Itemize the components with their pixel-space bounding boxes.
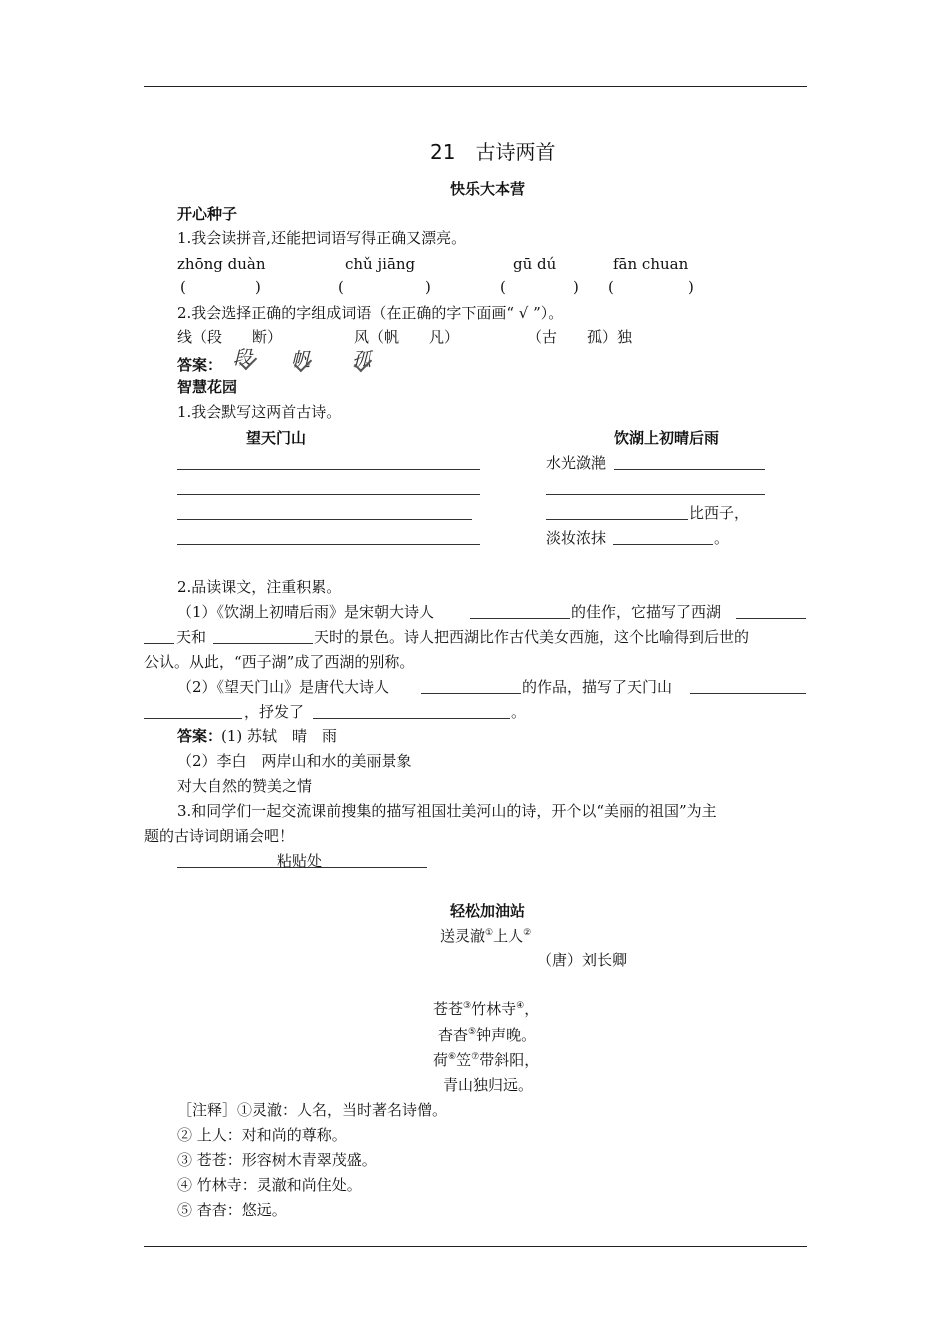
blank-west-lake-1[interactable] (736, 618, 806, 619)
poem-line-1-c: ， (524, 1000, 540, 1018)
subheading-happy-seeds: 开心种子 (177, 205, 238, 223)
note-marker-1: ① (485, 928, 494, 938)
blank-feeling[interactable] (313, 718, 510, 719)
question-read-2-part-a: （2）《望天门山》是唐代大诗人 (177, 678, 390, 696)
choice-2: 风（帆 凡） (354, 328, 460, 346)
handwritten-answer-2: 帆 (291, 349, 312, 371)
blank-weather-2[interactable] (213, 643, 313, 644)
poem-a-title: 望天门山 (246, 429, 307, 447)
section-heading-happy-camp: 快乐大本营 (450, 180, 526, 198)
poem-line-1-b: 竹林寺 (471, 1000, 517, 1018)
note-5: ⑤ 杳杳：悠远。 (177, 1201, 287, 1219)
poem-b-line-3-text: 比西子， (689, 504, 750, 522)
note-3: ③ 苍苍：形容树木青翠茂盛。 (177, 1151, 377, 1169)
poem-line-1 (433, 999, 539, 1019)
note-marker-2: ② (523, 928, 532, 938)
pinyin-4: fān chuan (613, 255, 689, 273)
question-read-2-part-b: 的作品，描写了天门山 (522, 678, 673, 696)
choice-3: （古 孤）独 (527, 328, 633, 346)
answer-2-line-3: 对大自然的赞美之情 (177, 777, 313, 795)
answer-label-1: 答案： (177, 356, 223, 374)
bottom-rule (144, 1246, 807, 1247)
poem-a-blank-3[interactable] (177, 519, 472, 520)
handwritten-answer-1: 段 (233, 347, 254, 369)
answer-paren-close-3: ) (573, 278, 579, 296)
choice-1: 线（段 断） (177, 328, 283, 346)
answer-label-2: 答案： (177, 727, 223, 745)
poem-author: （唐）刘长卿 (537, 951, 628, 969)
answer-paren-open-4: ( (608, 278, 614, 296)
poem-b-blank-2[interactable] (546, 494, 765, 495)
blank-west-lake-1-cont[interactable] (144, 643, 174, 644)
blank-tianmen-1[interactable] (690, 693, 806, 694)
question-read-1-part-a: （1）《饮湖上初晴后雨》是宋朝大诗人 (177, 603, 435, 621)
blank-poet-li[interactable] (421, 693, 521, 694)
question-2-choose: 2.我会选择正确的字组成词语（在正确的字下面画“ √ ”）。 (177, 304, 564, 322)
note-marker-6: ⑥ (448, 1052, 457, 1062)
poem-title-text-2: 上人 (493, 927, 524, 945)
answer-paren-close-4: ) (688, 278, 694, 296)
poem-b-line-4-end: 。 (714, 529, 730, 547)
question-read-1-part-c: 天和 (176, 628, 207, 646)
poem-line-3-c: 带斜阳， (479, 1051, 540, 1069)
question-3-line-2: 题的古诗词朗诵会吧！ (144, 827, 295, 845)
poem-b-blank-3[interactable] (546, 519, 688, 520)
question-read: 2.品读课文，注重积累。 (177, 578, 342, 596)
note-2: ② 上人：对和尚的尊称。 (177, 1126, 347, 1144)
poem-a-blank-2[interactable] (177, 494, 480, 495)
page-title: 21 古诗两首 (430, 140, 556, 164)
answer-paren-close-1: ) (255, 278, 261, 296)
question-3-line-1: 3.和同学们一起交流课前搜集的描写祖国壮美河山的诗，开个以“美丽的祖国”为主 (177, 802, 717, 820)
handwritten-answer-3: 孤 (352, 349, 373, 371)
poem-b-blank-1[interactable] (614, 469, 765, 470)
answer-paren-open-3: ( (500, 278, 506, 296)
answer-paren-close-2: ) (425, 278, 431, 296)
poem-line-3-a: 荷 (433, 1051, 449, 1069)
question-read-1-part-e: 公认。从此，“西子湖”成了西湖的别称。 (144, 653, 415, 671)
poem-line-2-a: 杳杳 (438, 1026, 469, 1044)
blank-poet-su[interactable] (470, 618, 570, 619)
poem-title (440, 926, 531, 946)
blank-tianmen-2[interactable] (144, 718, 242, 719)
note-marker-5: ⑤ (468, 1027, 477, 1037)
poem-a-blank-1[interactable] (177, 469, 480, 470)
note-marker-3: ③ (463, 1001, 472, 1011)
answer-paren-open-1: ( (180, 278, 186, 296)
poem-title-text: 送灵澈 (440, 927, 486, 945)
answer-2-line-1: (1) 苏轼 晴 雨 (221, 727, 338, 745)
question-read-2-part-c: ，抒发了 (244, 703, 305, 721)
poem-b-blank-4[interactable] (613, 544, 713, 545)
note-1: ［注释］①灵澈：人名，当时著名诗僧。 (177, 1101, 448, 1119)
poem-a-blank-4[interactable] (177, 544, 480, 545)
question-write-poems: 1.我会默写这两首古诗。 (177, 403, 342, 421)
note-marker-4: ④ (516, 1001, 525, 1011)
poem-b-line-4-text: 淡妆浓抹 (546, 529, 607, 547)
question-1-pinyin: 1.我会读拼音,还能把词语写得正确又漂亮。 (177, 229, 467, 247)
poem-line-2 (438, 1025, 536, 1045)
question-read-1-part-b: 的佳作，它描写了西湖 (571, 603, 722, 621)
pinyin-1: zhōng duàn (177, 255, 266, 273)
section-heading-refuel-station: 轻松加油站 (450, 902, 526, 920)
poem-line-2-b: 钟声晚。 (476, 1026, 537, 1044)
note-marker-7: ⑦ (471, 1052, 480, 1062)
question-read-1-part-d: 天时的景色。诗人把西湖比作古代美女西施，这个比喻得到后世的 (314, 628, 750, 646)
pinyin-2: chǔ jiāng (345, 255, 416, 273)
poem-b-line-1-text: 水光潋滟 (546, 454, 607, 472)
poem-line-3 (433, 1050, 539, 1070)
paste-area-label: 粘贴处 (277, 852, 323, 870)
top-rule (144, 86, 807, 87)
poem-b-title: 饮湖上初晴后雨 (614, 429, 720, 447)
subheading-wisdom-garden: 智慧花园 (177, 378, 238, 396)
pinyin-3: gū dú (513, 255, 557, 273)
poem-line-4: 青山独归远。 (443, 1076, 534, 1094)
answer-2-line-2: （2）李白 两岸山和水的美丽景象 (177, 752, 412, 770)
answer-paren-open-2: ( (338, 278, 344, 296)
note-4: ④ 竹林寺：灵澈和尚住处。 (177, 1176, 362, 1194)
question-read-2-part-d: 。 (511, 703, 527, 721)
poem-line-1-a: 苍苍 (433, 1000, 464, 1018)
poem-line-3-b: 笠 (456, 1051, 472, 1069)
